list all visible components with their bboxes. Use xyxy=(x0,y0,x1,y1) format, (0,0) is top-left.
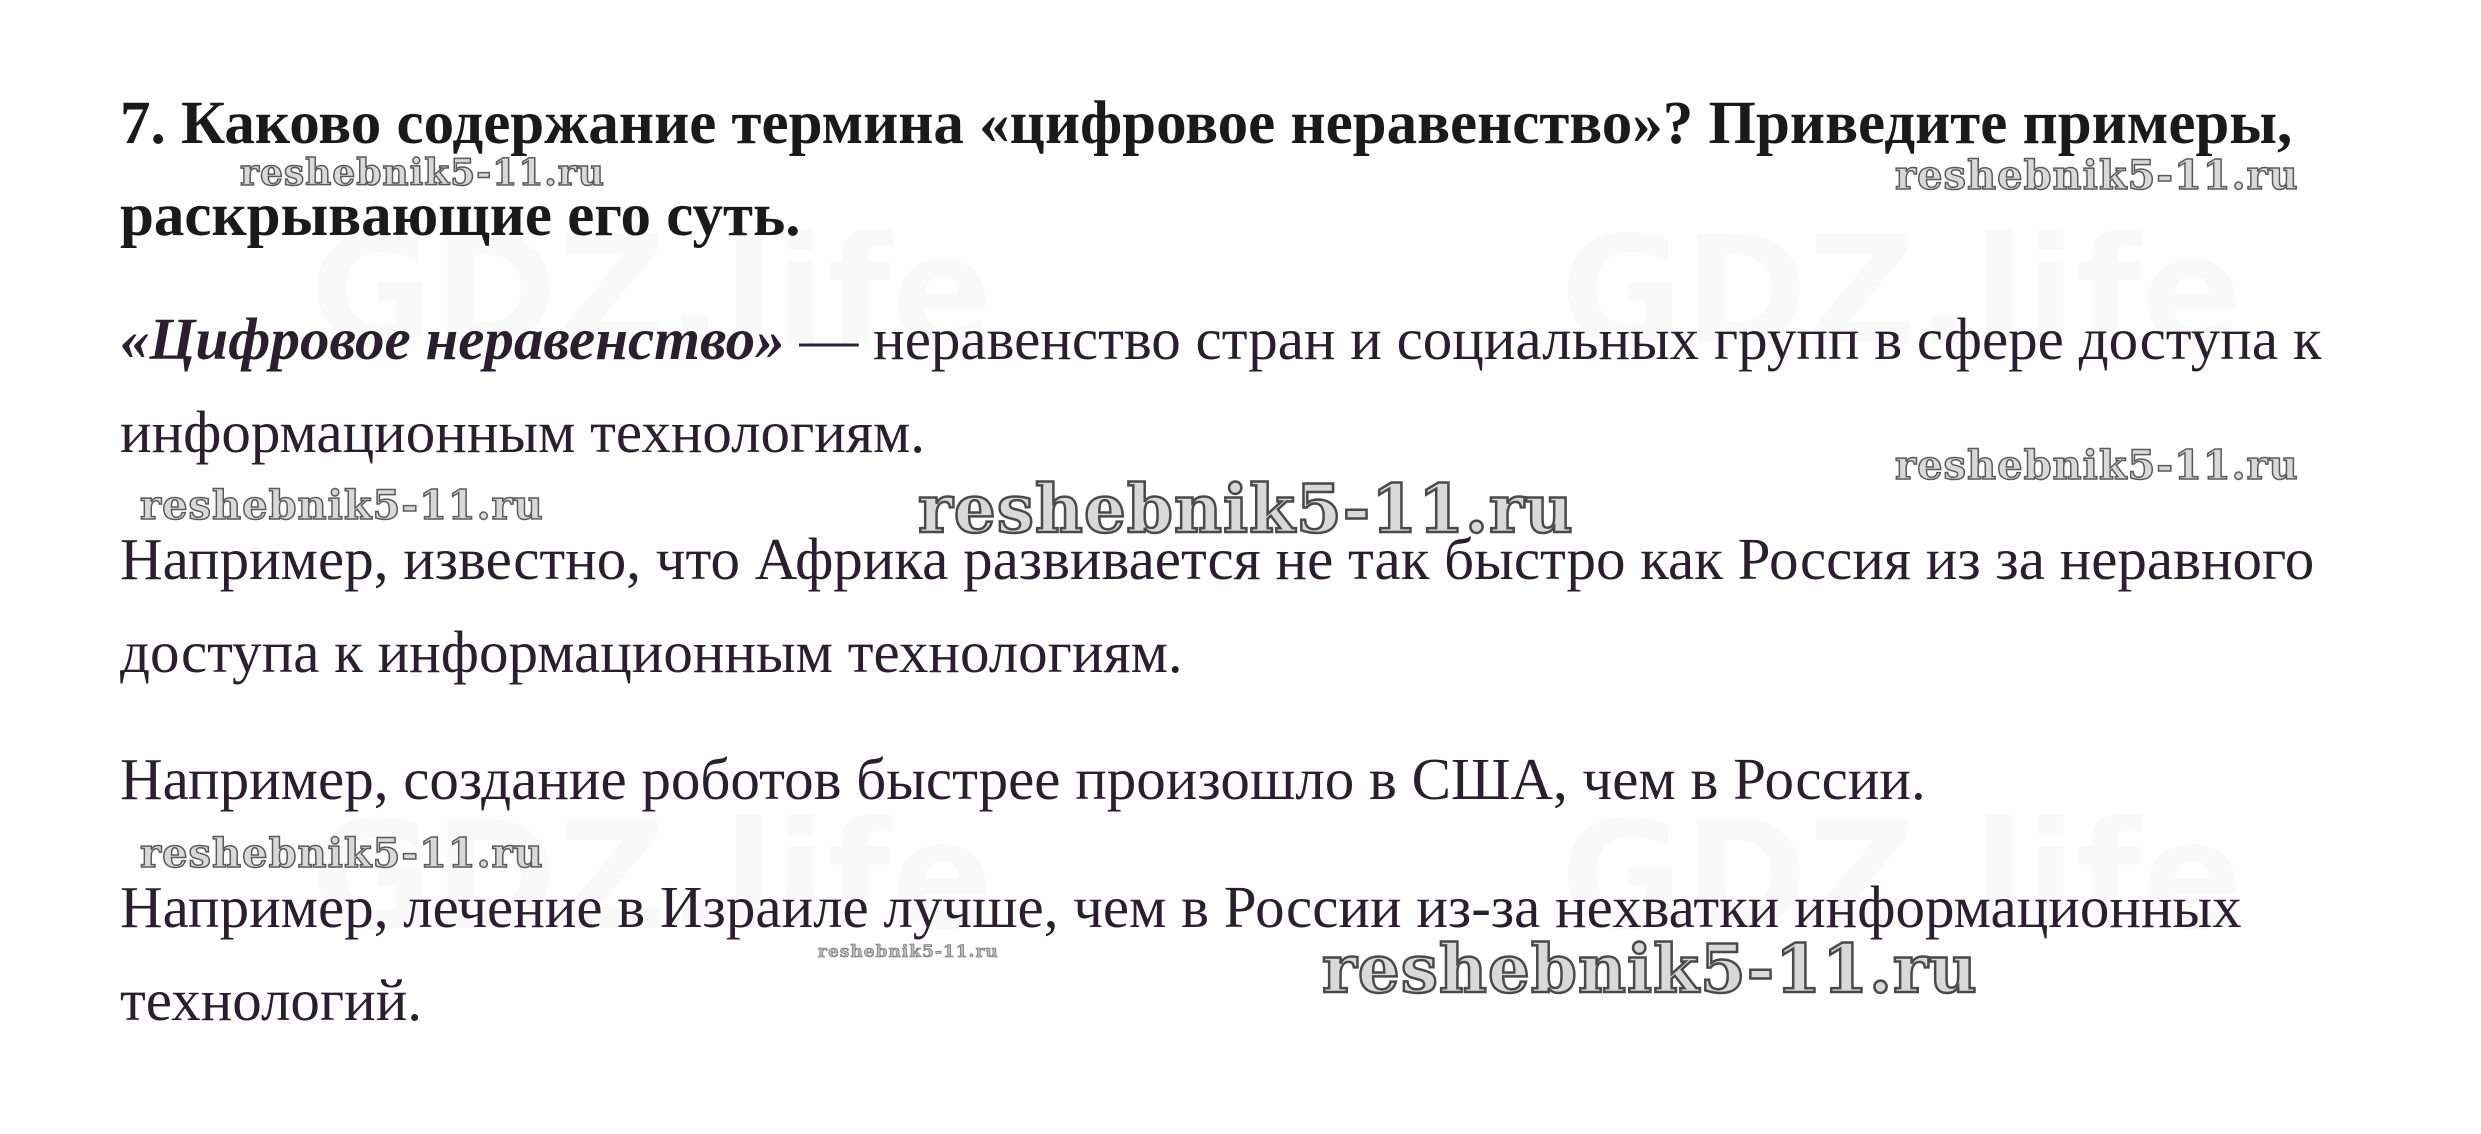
watermark-logo: reshebnik5-11.ru xyxy=(240,152,605,194)
example-paragraph-2: Например, создание роботов быстрее произошло в США, чем в России. xyxy=(120,746,1926,812)
definition-text: — неравенство стран и социальных групп в сфере доступа к информационным технологиям. xyxy=(120,306,2322,465)
watermark-logo: reshebnik5-11.ru xyxy=(140,830,544,877)
watermark-logo: reshebnik5-11.ru xyxy=(1895,152,2299,199)
watermark-logo: reshebnik5-11.ru xyxy=(140,482,544,529)
definition-term: «Цифровое неравенство» xyxy=(120,306,785,372)
watermark-logo: reshebnik5-11.ru xyxy=(1895,442,2299,489)
watermark-logo: reshebnik5-11.ru xyxy=(818,942,999,962)
example-paragraph-3: Например, лечение в Израиле лучше, чем в России из-за нехватки информационных технологий. xyxy=(120,874,2242,1033)
watermark-logo: reshebnik5-11.ru xyxy=(1322,930,1978,1008)
definition-paragraph xyxy=(120,293,2420,479)
example-paragraph-1: Например, известно, что Африка развивается не так быстро как Россия из за неравного доступа к информационным технологиям. xyxy=(120,526,2315,685)
question-heading: 7. Каково содержание термина «цифровое неравенство»? Приведите примеры, раскрывающие его суть. xyxy=(120,90,2293,249)
watermark-logo: reshebnik5-11.ru xyxy=(918,470,1574,548)
